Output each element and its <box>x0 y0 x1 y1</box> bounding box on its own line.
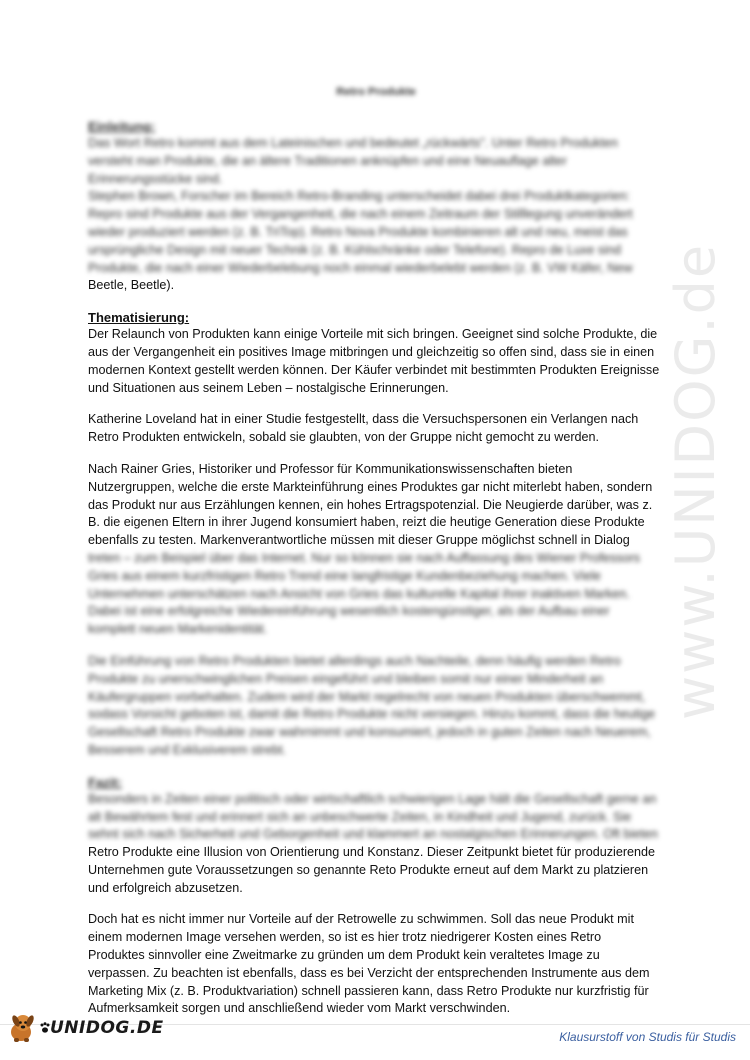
text-line: wieder produziert werden (z. B. TriTop). Retro Nova Produkte kombinieren alt und neu, meist das <box>88 224 628 239</box>
blurred-text <box>88 550 664 639</box>
text-line: Der Relaunch von Produkten kann einige Vorteile mit sich bringen. Geeignet sind solche Produkte, die <box>88 327 658 342</box>
text-line: Gesellschaft Retro Produkte zwar wahrnimmt und konsumiert, jedoch in guten Zeiten nach Neuerem, <box>88 725 651 740</box>
paragraph <box>88 411 664 447</box>
text-line: Das Wort Retro kommt aus dem Lateinischen und bedeutet „rückwärts". Unter Retro Produkten <box>88 136 618 150</box>
dog-mascot-icon <box>6 1012 40 1044</box>
text-line: Marketing Mix (z. B. Produktvariation) schnell passieren kann, dass Retro Produkte nur kurzfristig für <box>88 983 649 998</box>
paw-icon <box>40 1022 50 1034</box>
watermark: www.UNIDOG.de <box>664 242 727 720</box>
text-line: und erfolgreich abzusetzen. <box>88 880 243 895</box>
text-line: ursprüngliche Design mit neuer Technik (z. B. Kühlschränke oder Telefone). Repro de Luxe sind <box>88 242 621 257</box>
text-line: verpassen. Zu beachten ist ebenfalls, dass es bei Verzicht der entsprechenden Instrumente aus dem <box>88 965 650 980</box>
text-line: versteht man Produkte, die an ältere Traditionen anknüpfen und eine Neuauflage alter <box>88 153 567 168</box>
text-line: Nach Rainer Gries, Historiker und Professor für Kommunikationswissenschaften bieten <box>88 461 573 476</box>
section-heading-einleitung: Einleitung: <box>88 119 156 134</box>
text-line: Produkte, die nach einer Wiederbelebung noch einmal wiederbelebt werden (z. B. VW Käfer, New <box>88 260 633 275</box>
section-heading-fazit: Fazit: <box>88 774 122 790</box>
text-line: Produkte zu unerschwinglichen Preisen eingeführt und bleiben somit nur einer Minderheit an <box>88 671 604 686</box>
text-line: modernen Kontext gestellt werden können. Der Käufer verbindet mit bestimmten Produkten Ereignisse <box>88 362 660 377</box>
text-line: ebenfalls zu testen. Markenverantwortliche müssen mit dieser Gruppe möglichst schnell in Dialog <box>88 533 630 548</box>
blurred-text <box>88 791 664 844</box>
text-line: Die Einführung von Retro Produkten bietet allerdings auch Nachteile, denn häufig werden Retro <box>88 653 621 668</box>
text-line: alt Bewährtem fest und erinnert sich an unbeschwerte Zeiten, in Kindheit und Jugend, zurück. Sie <box>88 809 632 824</box>
paragraph <box>88 791 664 898</box>
unidog-logo <box>6 1012 164 1044</box>
text-line: B. die eigenen Eltern in ihrer Jugend konsumiert haben, reizt die heutige Generation diese Produkte <box>88 515 645 530</box>
text-line: Unternehmen unterschätzen nach Ansicht von Gries das kulturelle Kapital ihrer inaktiven Marken. <box>88 586 630 601</box>
text-line: Retro Produkte eine Illusion von Orientierung und Konstanz. Dieser Zeitpunkt bietet für produzierende <box>88 845 656 860</box>
text-line: Katherine Loveland hat in einer Studie festgestellt, dass die Versuchspersonen ein Verlangen nach <box>88 412 639 427</box>
logo-text: UNIDOG.DE <box>50 1018 164 1038</box>
text-line: Erinnerungsstücke sind. <box>88 171 223 186</box>
text-line: Nutzergruppen, welche die erste Markteinführung eines Produktes gar nicht miterlebt haben, sondern <box>88 479 653 494</box>
paragraph <box>88 326 664 397</box>
text-line: Repro sind Produkte aus der Vergangenheit, die nach einem Zeitraum der Stilllegung unverändert <box>88 207 633 222</box>
text-line: Retro Produkten entwickeln, sobald sie glaubten, von der Gruppe nicht gemocht zu werden. <box>88 430 600 445</box>
paragraph <box>88 135 664 295</box>
text-line: Doch hat es nicht immer nur Vorteile auf der Retrowelle zu schwimmen. Soll das neue Produkt mit <box>88 912 634 927</box>
text-line: Stephen Brown, Forscher im Bereich Retro-Branding unterscheidet dabei drei Produktkategorien: <box>88 189 630 204</box>
text-line: einem modernen Image versehen werden, so ist es hier trotz niedrigerer Kosten eines Retro <box>88 930 602 945</box>
text-line: Dabei ist eine erfolgreiche Wiedereinführung wesentlich kostengünstiger, als der Aufbau einer <box>88 604 610 619</box>
document-content <box>88 86 664 1018</box>
text-line: Besonders in Zeiten einer politisch oder wirtschaftlich schwierigen Lage hält die Gesellschaft gerne an <box>88 791 657 806</box>
text-line: und Situationen aus seinem Leben – nostalgische Erinnerungen. <box>88 380 449 395</box>
text-line: Beetle, Beetle). <box>88 278 175 293</box>
paragraph <box>88 461 664 639</box>
text-line: treten – zum Beispiel über das Internet. Nur so können sie nach Auffassung des Wiener Professors <box>88 550 641 565</box>
text-line: Aufmerksamkeit sorgen und anschließend wieder vom Markt verschwinden. <box>88 1001 511 1016</box>
text-line: aus der Vergangenheit ein positives Image mitbringen und gleichzeitig so offen sind, dass sie in einen <box>88 344 655 359</box>
blurred-text <box>88 135 664 277</box>
text-line: Besserem und Exklusiverem strebt. <box>88 742 287 757</box>
paragraph <box>88 911 664 1018</box>
text-line: Käufergruppen vorbehalten. Zudem wird der Markt regelrecht von neuen Produkten überschwemmt, <box>88 689 646 704</box>
text-line: sehnt sich nach Sicherheit und Geborgenheit und klammert an nostalgischen Erinnerungen. Oft bieten <box>88 827 658 842</box>
text-line: das Produkt nur aus Erzählungen kennen, ein hohes Ertragspotenzial. Die Neugierde darüber, was z. <box>88 497 653 512</box>
text-line: komplett neuen Markenidentität. <box>88 622 268 637</box>
text-line: Gries aus einem kurzfristigen Retro Trend eine langfristige Kundenbeziehung machen. Viele <box>88 568 601 583</box>
paragraph <box>88 653 664 760</box>
footer-tagline: Klausurstoff von Studis für Studis <box>559 1030 736 1044</box>
section-heading-thematisierung: Thematisierung: <box>88 310 190 326</box>
text-line: Produktes sinnvoller eine Zweitmarke zu gründen um dem Produkt kein veraltetes Image zu <box>88 948 600 963</box>
text-line: sodass Vorsicht geboten ist, damit die Retro Produkte nicht versiegen. Hinzu kommt, dass die heutige <box>88 707 656 722</box>
text-line: Unternehmen gute Voraussetzungen so genannte Reto Produkte erneut auf dem Markt zu platzieren <box>88 862 649 877</box>
document-title: Retro Produkte <box>336 86 416 98</box>
